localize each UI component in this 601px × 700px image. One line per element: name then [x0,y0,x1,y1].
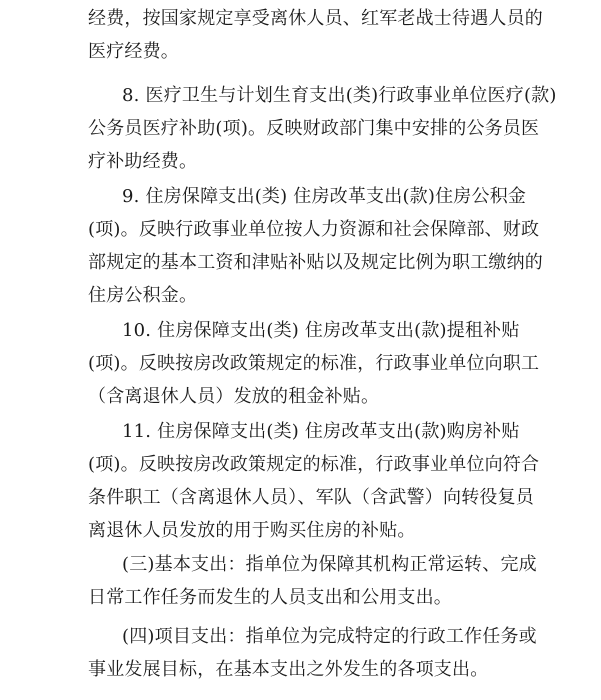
text-line: 日常工作任务而发生的人员支出和公用支出。 [88,587,452,608]
text-line: (项)。反映按房改政策规定的标准，行政事业单位向职工 [88,353,540,374]
text-line: 部规定的基本工资和津贴补贴以及规定比例为职工缴纳的 [88,252,543,273]
text-line: 公务员医疗补助(项)。反映财政部门集中安排的公务员医 [88,118,540,139]
text-line: 9. 住房保障支出(类) 住房改革支出(款)住房公积金 [122,186,527,207]
text-line: （含离退休人员）发放的租金补贴。 [88,386,380,407]
text-line: 11. 住房保障支出(类) 住房改革支出(款)购房补贴 [122,421,520,442]
text-line: 疗补助经费。 [88,151,198,172]
paragraph-item-8 [88,79,557,178]
text-line: (三)基本支出：指单位为保障其机构正常运转、完成 [122,554,537,575]
text-line: 医疗经费。 [88,41,179,62]
text-line: (四)项目支出：指单位为完成特定的行政工作任务或 [122,626,537,647]
paragraph-basic-expenditure [88,548,537,614]
text-line: 条件职工（含离退休人员）、军队（含武警）向转役复员 [88,487,534,508]
text-line: 经费，按国家规定享受离休人员、红军老战士待遇人员的 [88,8,543,29]
text-line: 10. 住房保障支出(类) 住房改革支出(款)提租补贴 [122,320,520,341]
paragraph-continuation [88,2,543,68]
paragraph-item-9 [88,180,543,312]
paragraph-project-expenditure [88,620,537,686]
text-line: 住房公积金。 [88,285,198,306]
text-line: 8. 医疗卫生与计划生育支出(类)行政事业单位医疗(款) [122,85,557,106]
paragraph-item-11 [88,415,540,547]
text-line: (项)。反映按房改政策规定的标准，行政事业单位向符合 [88,454,540,475]
text-line: 事业发展目标，在基本支出之外发生的各项支出。 [88,659,489,680]
paragraph-item-10 [88,314,540,413]
text-line: (项)。反映行政事业单位按人力资源和社会保障部、财政 [88,219,540,240]
text-line: 离退休人员发放的用于购买住房的补贴。 [88,520,416,541]
